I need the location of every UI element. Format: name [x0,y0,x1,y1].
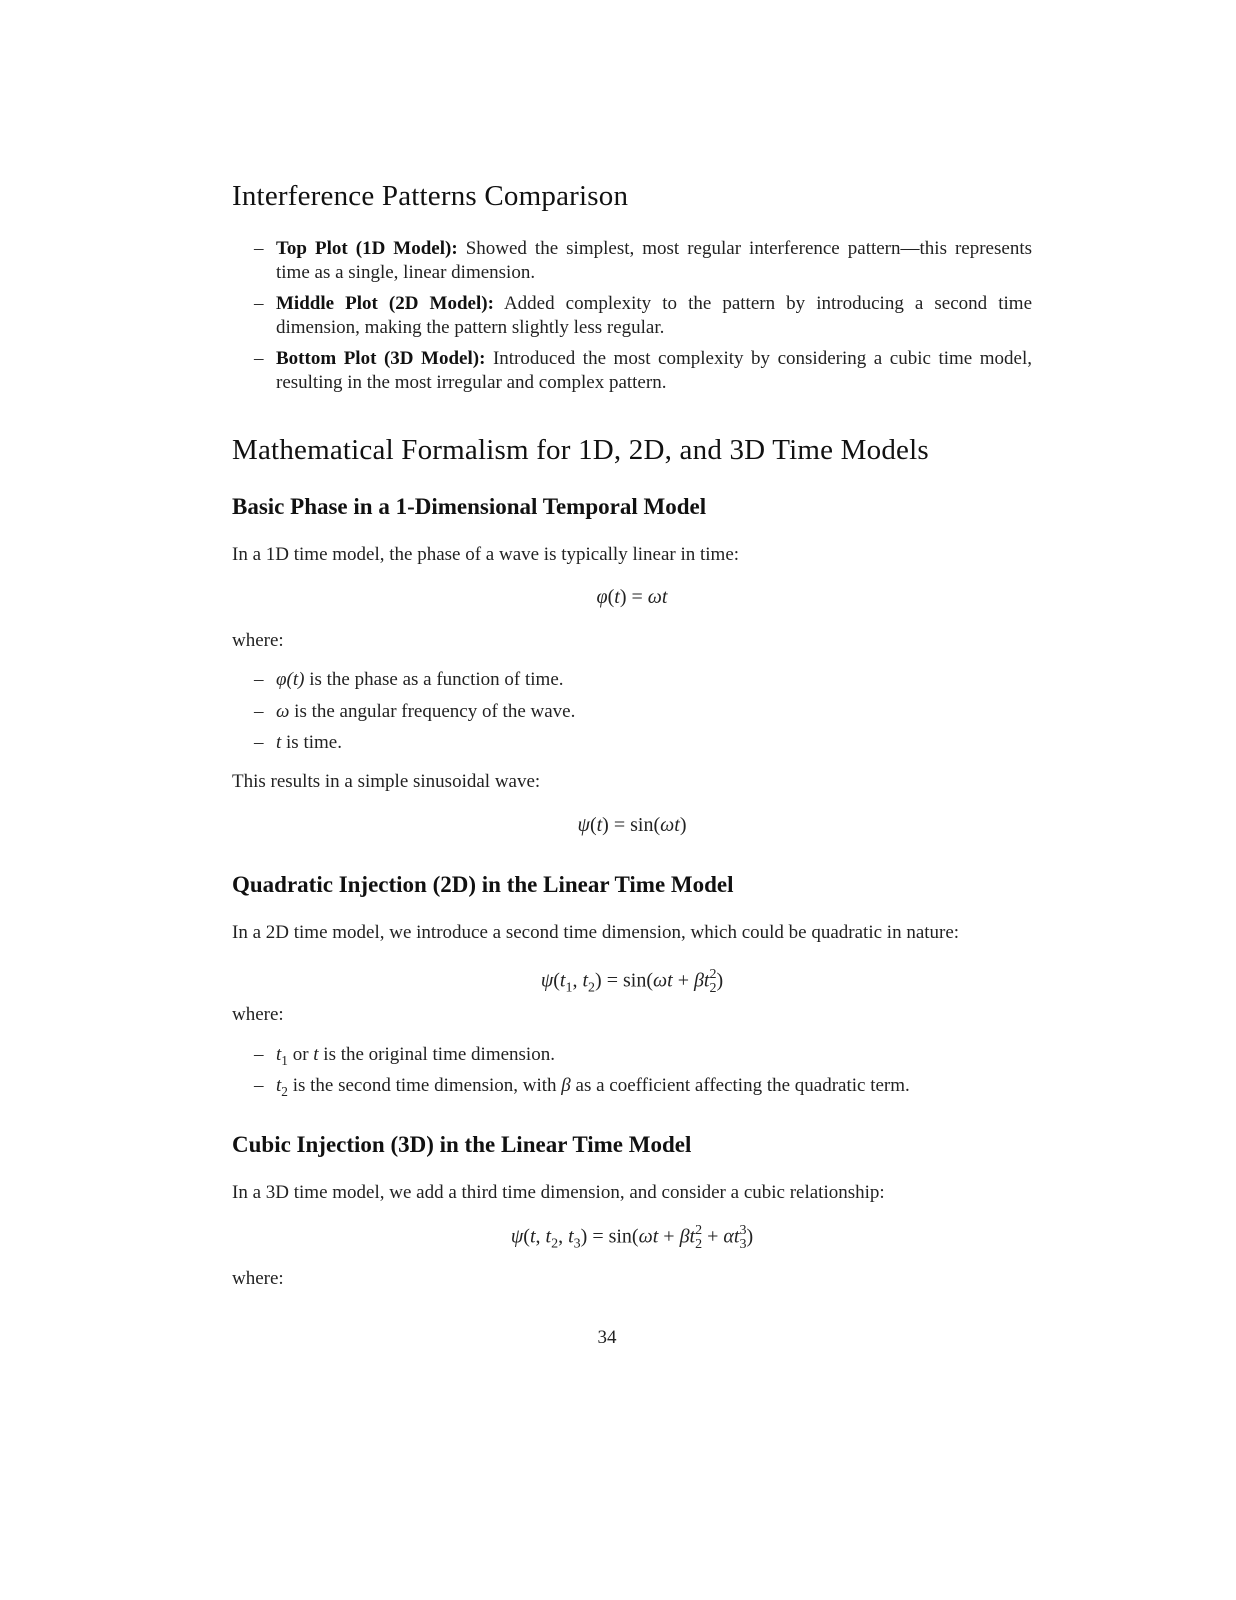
bullet-text: Showed the simplest, most regular interference pattern—this represents time as a single, linear dimension. [276,238,1032,283]
definition-text: as a coefficient affecting the quadratic term. [570,1075,910,1096]
section-title-formalism: Mathematical Formalism for 1D, 2D, and 3D Time Models [232,434,929,466]
bullet-dash: – [254,348,264,369]
bullet-text: Introduced the most complexity by considering a cubic time model, resulting in the most irregular and complex pattern. [276,348,1032,393]
bullet-label: Top Plot (1D Model): [276,238,458,259]
bullet-dash: – [254,669,264,690]
paragraph-where-2: where: [232,1004,284,1025]
definition-phi [254,668,1032,692]
definition-omega [254,700,1032,724]
definition-t2: – $t_2$ is the second time dimension, with β as a coefficient affecting the quadratic term. [254,1075,910,1099]
paragraph-where-1: where: [232,630,284,651]
bullet-dash: – [254,1075,264,1096]
definition-t1: – $t_1$ or t is the original time dimension. [254,1044,555,1068]
symbol: φ(t) [276,669,305,690]
definition-text: is the original time dimension. [318,1044,555,1065]
definition-text: is time. [281,732,342,753]
page-number: 34 [597,1327,617,1348]
equation-wave-3d: ψ(t, $t_2$, $t_3) = \sin(\omega t + \beta t$ 2 2 + αt 3 3 ) [510,1223,754,1252]
paragraph-where-3: where: [232,1268,284,1289]
paragraph-3d-intro: In a 3D time model, we add a third time dimension, and consider a cubic relationship: [232,1182,885,1203]
bullet-top-plot [254,237,1032,285]
subsection-title-2d: Quadratic Injection (2D) in the Linear Time Model [232,872,734,897]
bullet-dash: – [254,293,264,314]
bullet-dash: – [254,701,264,722]
bullet-dash: – [254,732,264,753]
definition-text: is the angular frequency of the wave. [289,701,576,722]
bullet-middle-plot [254,292,1032,340]
bullet-text: Added complexity to the pattern by introducing a second time dimension, making the pattern slightly less regular. [276,293,1033,338]
subsection-title-1d: Basic Phase in a 1-Dimensional Temporal Model [232,494,707,519]
bullet-label: Middle Plot (2D Model): [276,293,494,314]
bullet-bottom-plot [254,347,1032,395]
bullet-dash: – [254,238,264,259]
definition-text: or [287,1044,314,1065]
equation-phase-1d: φ(t) = ωt [596,586,668,608]
equation-wave-1d: ψ(t) = sin(ωt) [577,814,687,836]
definition-t [254,731,1032,755]
bullet-dash: – [254,1044,264,1065]
symbol: ω [276,701,290,722]
paragraph-1d-intro: In a 1D time model, the phase of a wave is typically linear in time: [232,544,740,565]
paragraph-2d-intro: In a 2D time model, we introduce a second time dimension, which could be quadratic in nature: [232,922,960,943]
symbol: t [276,732,282,753]
definition-text: is the phase as a function of time. [304,669,564,690]
subsection-title-3d: Cubic Injection (3D) in the Linear Time Model [232,1132,692,1157]
document-page [232,0,1032,1600]
definition-text: is the second time dimension, with [287,1075,562,1096]
paragraph-sinusoidal: This results in a simple sinusoidal wave: [232,771,541,792]
equation-wave-2d: $\psi(t_1$, $t_2) = \sin(\omega t + \beta t$ 2 2 ) [540,967,724,996]
section-title-interference: Interference Patterns Comparison [232,180,629,212]
bullet-label: Bottom Plot (3D Model): [276,348,486,369]
